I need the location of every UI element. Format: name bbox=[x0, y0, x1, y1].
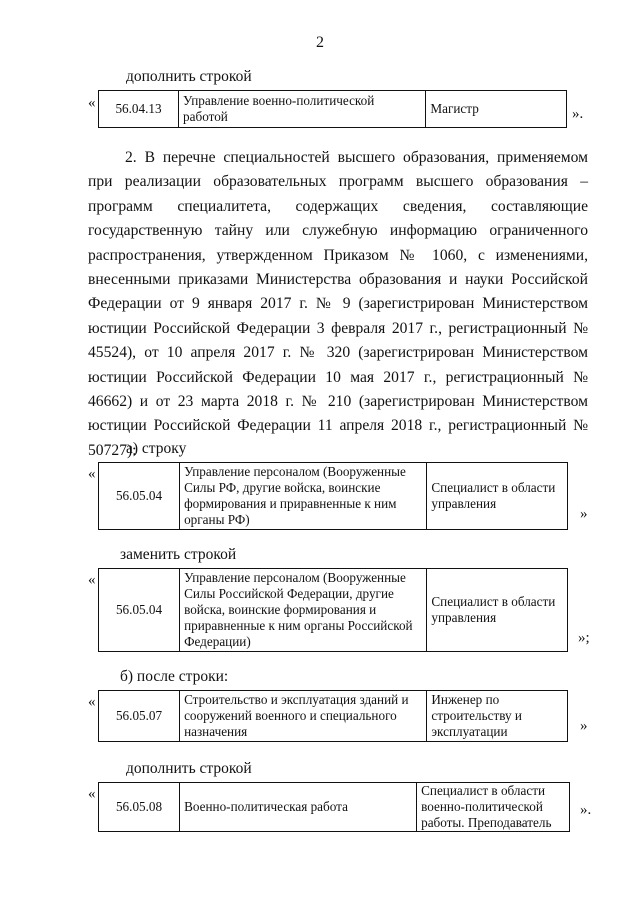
table-row-4 bbox=[98, 690, 568, 742]
item-b-label: б) после строки: bbox=[120, 668, 229, 685]
supplement-label-2: дополнить строкой bbox=[126, 760, 252, 777]
open-quote-5: « bbox=[88, 786, 96, 802]
supplement-label-1: дополнить строкой bbox=[126, 68, 252, 85]
table-row-5 bbox=[98, 782, 570, 832]
name-cell: Управление военно-политической работой bbox=[179, 91, 426, 128]
name-cell: Строительство и эксплуатация зданий и сооружений военного и специального назначения bbox=[180, 691, 427, 742]
paragraph-2-text: 2. В перечне специальностей высшего образования, применяемом при реализации образовательных программ высшего образования – программ специалитета, содержащих сведения, составляющие государственную тайну или служебную информацию ограниченного распространения, утвержденном Приказом № 1060, с изменениями, внесенными приказами Министерства образования и науки Российской Федерации от 9 января 2017 г. № 9 (зарегистрирован Министерством юстиции Российской Федерации 3 февраля 2017 г., регистрационный № 45524), от 10 апреля 2017 г. № 320 (зарегистрирован Министерством юстиции Российской Федерации 10 мая 2017 г., регистрационный № 46662) и от 23 марта 2018 г. № 210 (зарегистрирован Министерством юстиции Российской Федерации 11 апреля 2018 г., регистрационный № 50727): bbox=[88, 149, 588, 459]
code-cell: 56.05.04 bbox=[99, 569, 180, 652]
table-row-1 bbox=[98, 90, 567, 128]
close-quote-2: » bbox=[580, 506, 588, 522]
paragraph-2 bbox=[88, 146, 588, 463]
close-quote-4: » bbox=[580, 718, 588, 734]
open-quote-3: « bbox=[88, 572, 96, 588]
table-row-2 bbox=[98, 462, 568, 530]
name-cell: Военно-политическая работа bbox=[180, 783, 417, 832]
item-a-label: а) строку bbox=[126, 440, 187, 457]
open-quote-2: « bbox=[88, 466, 96, 482]
page-number: 2 bbox=[316, 34, 324, 51]
close-quote-5: ». bbox=[580, 802, 592, 818]
name-cell: Управление персоналом (Вооруженные Силы РФ, другие войска, воинские формирования и приравненные к ним органы РФ) bbox=[180, 463, 427, 530]
qualification-cell: Магистр bbox=[426, 91, 567, 128]
qualification-cell: Специалист в области управления bbox=[427, 463, 568, 530]
replace-label: заменить строкой bbox=[120, 546, 237, 563]
code-cell: 56.05.04 bbox=[99, 463, 180, 530]
qualification-cell: Специалист в области управления bbox=[427, 569, 568, 652]
qualification-cell: Инженер по строительству и эксплуатации bbox=[427, 691, 568, 742]
code-cell: 56.04.13 bbox=[99, 91, 179, 128]
code-cell: 56.05.07 bbox=[99, 691, 180, 742]
open-quote-1: « bbox=[88, 95, 96, 111]
close-quote-1: ». bbox=[572, 106, 584, 122]
name-cell: Управление персоналом (Вооруженные Силы Российской Федерации, другие войска, воинские формирования и приравненные к ним органы Российской Федерации) bbox=[180, 569, 427, 652]
qualification-cell: Специалист в области военно-политической работы. Преподаватель bbox=[417, 783, 570, 832]
open-quote-4: « bbox=[88, 694, 96, 710]
close-quote-3: »; bbox=[578, 630, 590, 646]
code-cell: 56.05.08 bbox=[99, 783, 180, 832]
table-row-3 bbox=[98, 568, 568, 652]
